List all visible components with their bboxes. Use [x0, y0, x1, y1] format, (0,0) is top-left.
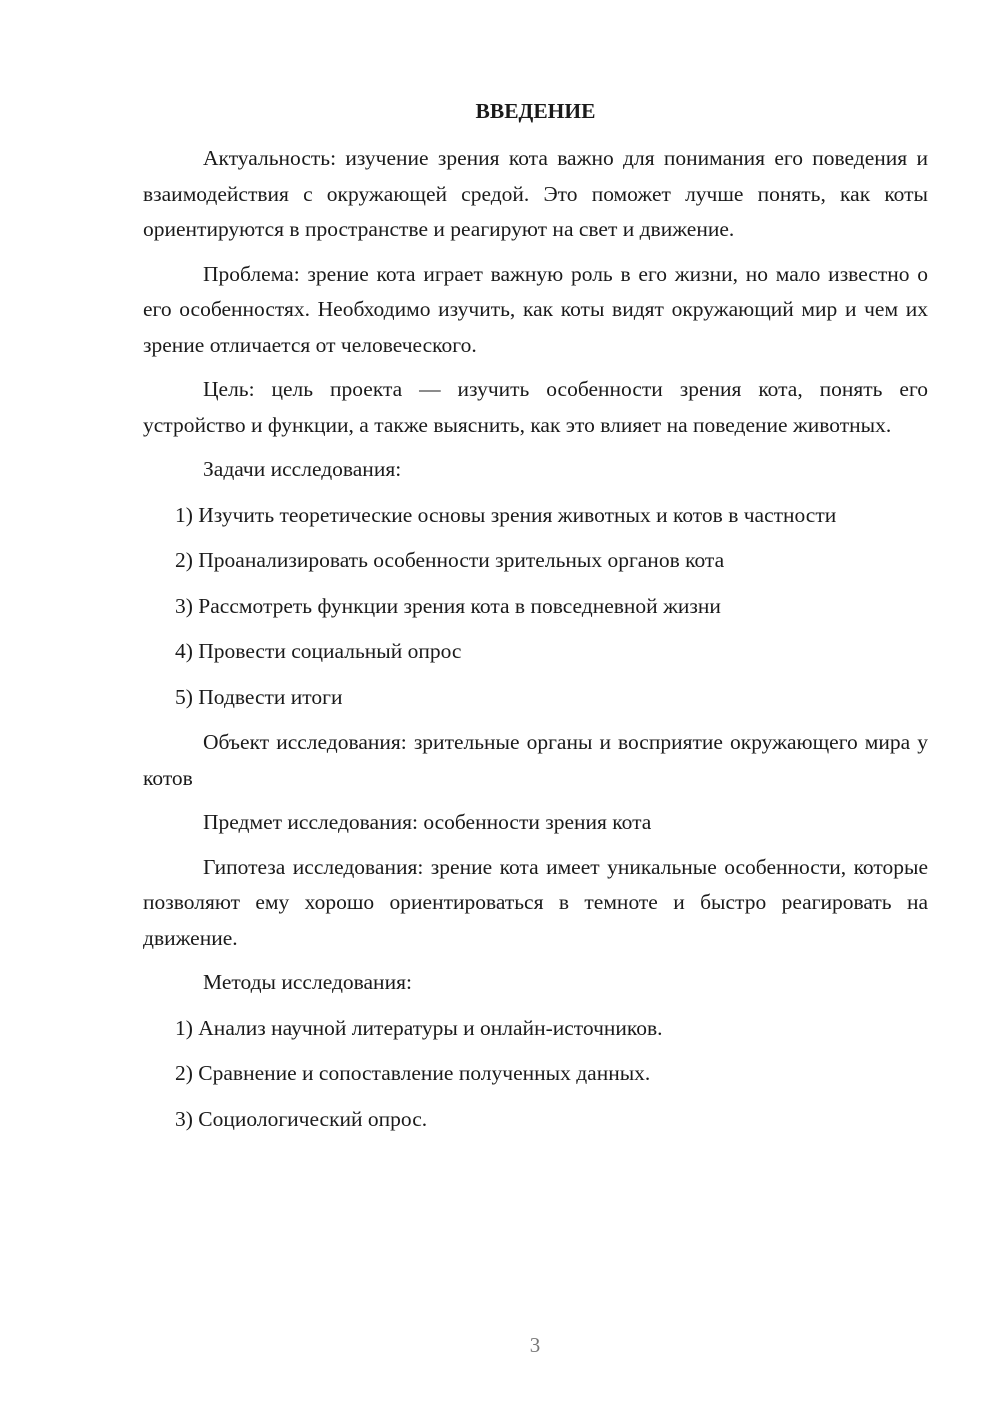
- document-page: [143, 95, 928, 1147]
- task-item-5: 5) Подвести итоги: [175, 684, 343, 709]
- subject-paragraph: Предмет исследования: особенности зрения кота: [203, 810, 652, 834]
- method-item-2: 2) Сравнение и сопоставление полученных данных.: [175, 1061, 651, 1085]
- method-item-1: 1) Анализ научной литературы и онлайн-источников.: [175, 1015, 663, 1040]
- task-item-1: 1) Изучить теоретические основы зрения животных и котов в частности: [175, 502, 837, 527]
- method-item-3: 3) Социологический опрос.: [175, 1106, 428, 1131]
- problem-paragraph: Проблема: зрение кота играет важную роль в его жизни, но мало известно о его особенностях. Необходимо изучить, как коты видят окружающий мир и чем их зрение отличается от человеческого.: [143, 261, 928, 357]
- hypothesis-paragraph: Гипотеза исследования: зрение кота имеет уникальные особенности, которые позволяют ему хорошо ориентироваться в темноте и быстро реагировать на движение.: [143, 854, 928, 950]
- methods-heading: Методы исследования:: [203, 970, 412, 994]
- relevance-paragraph: Актуальность: изучение зрения кота важно для понимания его поведения и взаимодействия с окружающей средой. Это поможет лучше понять, как коты ориентируются в пространстве и реагируют на свет и движение.: [143, 146, 928, 241]
- task-item-2: 2) Проанализировать особенности зрительных органов кота: [175, 548, 725, 572]
- object-paragraph: Объект исследования: зрительные органы и восприятие окружающего мира у котов: [143, 730, 928, 790]
- goal-paragraph: Цель: цель проекта — изучить особенности зрения кота, понять его устройство и функции, а также выяснить, как это влияет на поведение животных.: [143, 377, 928, 437]
- task-item-4: 4) Провести социальный опрос: [175, 639, 462, 663]
- task-item-3: 3) Рассмотреть функции зрения кота в повседневной жизни: [175, 593, 721, 618]
- page-number: 3: [529, 1333, 541, 1357]
- page-title: ВВЕДЕНИЕ: [475, 99, 596, 123]
- tasks-heading: Задачи исследования:: [203, 457, 402, 481]
